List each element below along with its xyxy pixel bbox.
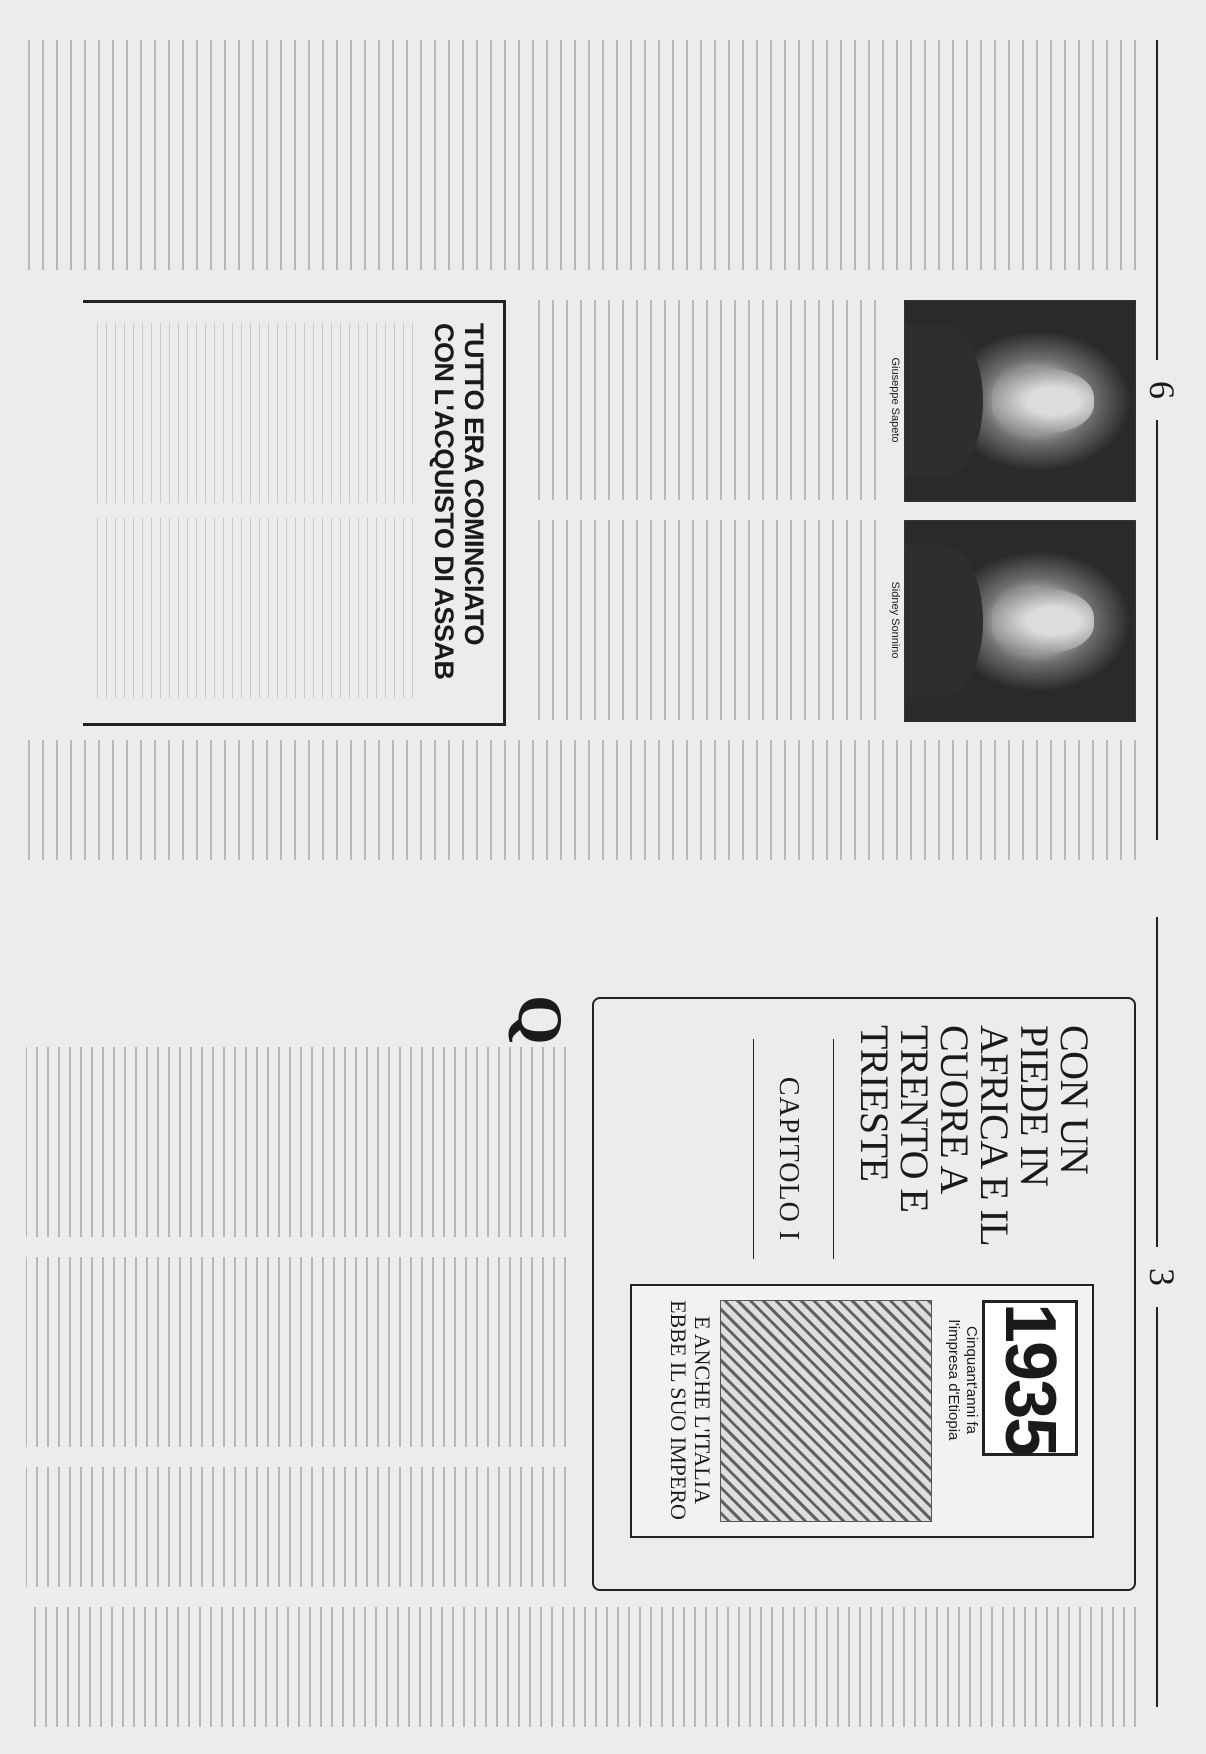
boxed-article-title: TUTTO ERA COMINCIATO CON L'ACQUISTO DI ASSAB — [429, 323, 489, 680]
divider — [833, 1039, 834, 1259]
text-column — [26, 1607, 1136, 1727]
running-head-rule — [1156, 40, 1158, 360]
text-column — [526, 300, 876, 500]
portrait-photo — [904, 300, 1136, 502]
text-column — [26, 40, 1136, 270]
book-cover — [630, 1284, 1094, 1538]
page-number: 3 — [1142, 1268, 1182, 1286]
drop-cap: Q — [505, 995, 576, 1045]
portrait-photo — [904, 520, 1136, 722]
running-head-rule — [1156, 917, 1158, 1247]
divider — [753, 1039, 754, 1259]
running-head-rule — [1156, 420, 1158, 840]
chapter-label: CAPITOLO I — [773, 1076, 804, 1242]
photo-caption: Sidney Sonnino — [889, 581, 901, 659]
text-column — [526, 520, 876, 720]
text-column — [516, 740, 1136, 860]
text-column — [26, 1257, 566, 1447]
text-column — [26, 1047, 566, 1237]
boxed-article — [83, 300, 506, 726]
book-title: E ANCHE L'ITALIA EBBE IL SUO IMPERO — [666, 1300, 715, 1520]
chapter-box — [592, 997, 1136, 1591]
book-subtitle: Cinquant'anni fa l'impresa d'Etiopia — [945, 1319, 980, 1441]
text-column — [26, 1467, 566, 1587]
text-column — [93, 323, 413, 503]
running-head-rule — [1156, 1307, 1158, 1707]
page-number: 6 — [1142, 381, 1182, 399]
chapter-title: CON UN PIEDE IN AFRICA E IL CUORE A TRENTO E TRIESTE — [852, 1025, 1097, 1245]
text-column — [26, 740, 506, 860]
text-column — [93, 518, 413, 698]
book-illustration — [720, 1300, 932, 1522]
photo-caption: Giuseppe Sapeto — [889, 357, 901, 443]
book-year: 1935 — [982, 1300, 1078, 1456]
page-3 — [0, 877, 1206, 1754]
